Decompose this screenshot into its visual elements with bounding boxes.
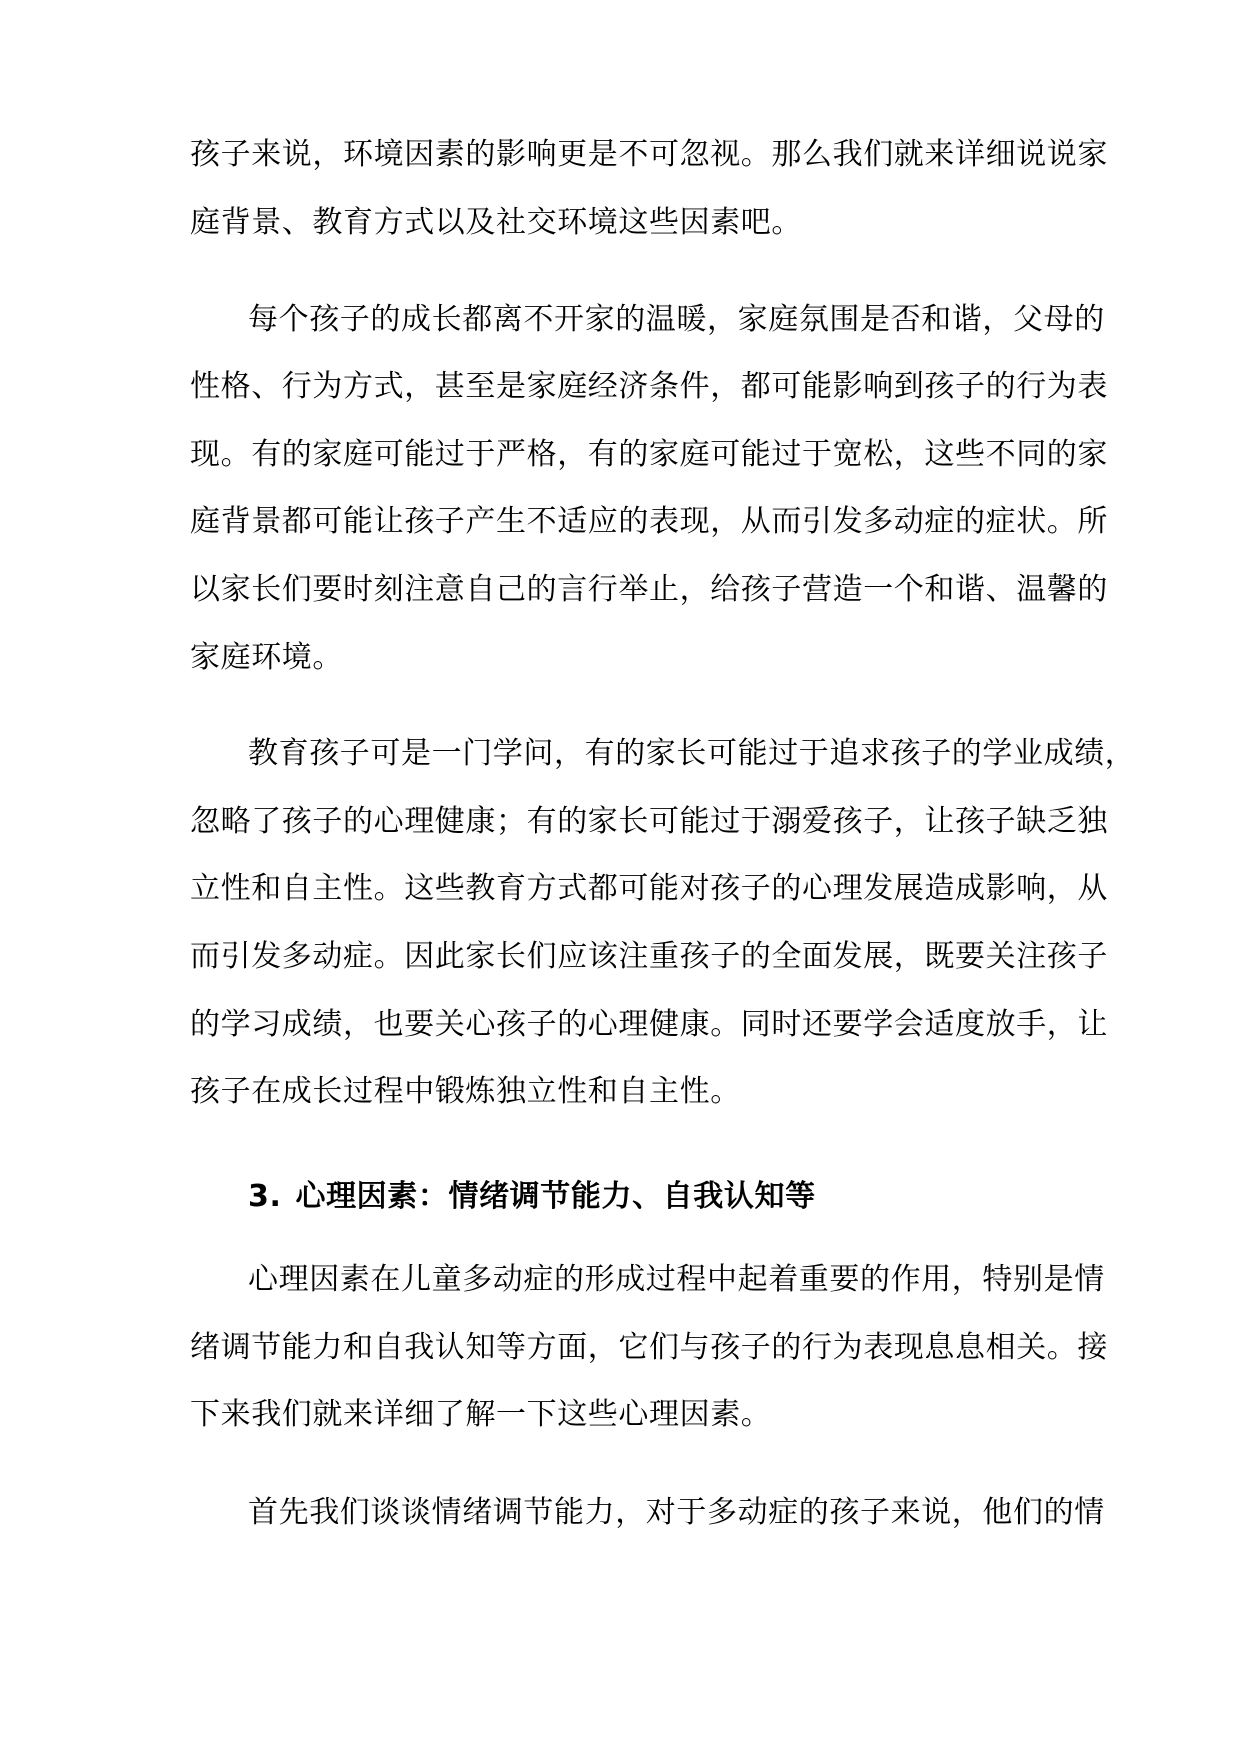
section-title: 心理因素：情绪调节能力、自我认知等 — [295, 1179, 816, 1214]
paragraph-line: 的学习成绩，也要关心孩子的心理健康。同时还要学会适度放手，让 — [190, 1007, 1108, 1042]
paragraph-line: 庭背景都可能让孩子产生不适应的表现，从而引发多动症的症状。所 — [190, 504, 1108, 539]
paragraph-line: 每个孩子的成长都离不开家的温暖，家庭氛围是否和谐，父母的 — [248, 302, 1105, 337]
section-number: 3. — [248, 1179, 282, 1214]
section-heading — [248, 1177, 1048, 1217]
paragraph-line: 孩子在成长过程中锻炼独立性和自主性。 — [190, 1074, 741, 1109]
paragraph-line: 而引发多动症。因此家长们应该注重孩子的全面发展，既要关注孩子 — [190, 939, 1108, 974]
paragraph-line: 心理因素在儿童多动症的形成过程中起着重要的作用，特别是情 — [248, 1262, 1105, 1297]
paragraph-line: 以家长们要时刻注意自己的言行举止，给孩子营造一个和谐、温馨的 — [190, 572, 1108, 607]
paragraph-line: 现。有的家庭可能过于严格，有的家庭可能过于宽松，这些不同的家 — [190, 437, 1108, 472]
paragraph-line: 孩子来说，环境因素的影响更是不可忽视。那么我们就来详细说说家 — [190, 137, 1108, 172]
paragraph-line: 性格、行为方式，甚至是家庭经济条件，都可能影响到孩子的行为表 — [190, 369, 1108, 404]
paragraph-line: 首先我们谈谈情绪调节能力，对于多动症的孩子来说，他们的情 — [248, 1495, 1105, 1530]
paragraph-line: 家庭环境。 — [190, 640, 343, 675]
paragraph-line: 立性和自主性。这些教育方式都可能对孩子的心理发展造成影响，从 — [190, 871, 1108, 906]
paragraph-line: 教育孩子可是一门学问，有的家长可能过于追求孩子的学业成绩， — [248, 736, 1136, 771]
paragraph-line: 绪调节能力和自我认知等方面，它们与孩子的行为表现息息相关。接 — [190, 1330, 1108, 1365]
paragraph-line: 庭背景、教育方式以及社交环境这些因素吧。 — [190, 205, 802, 240]
paragraph-line: 下来我们就来详细了解一下这些心理因素。 — [190, 1397, 772, 1432]
paragraph-line: 忽略了孩子的心理健康；有的家长可能过于溺爱孩子，让孩子缺乏独 — [190, 804, 1108, 839]
